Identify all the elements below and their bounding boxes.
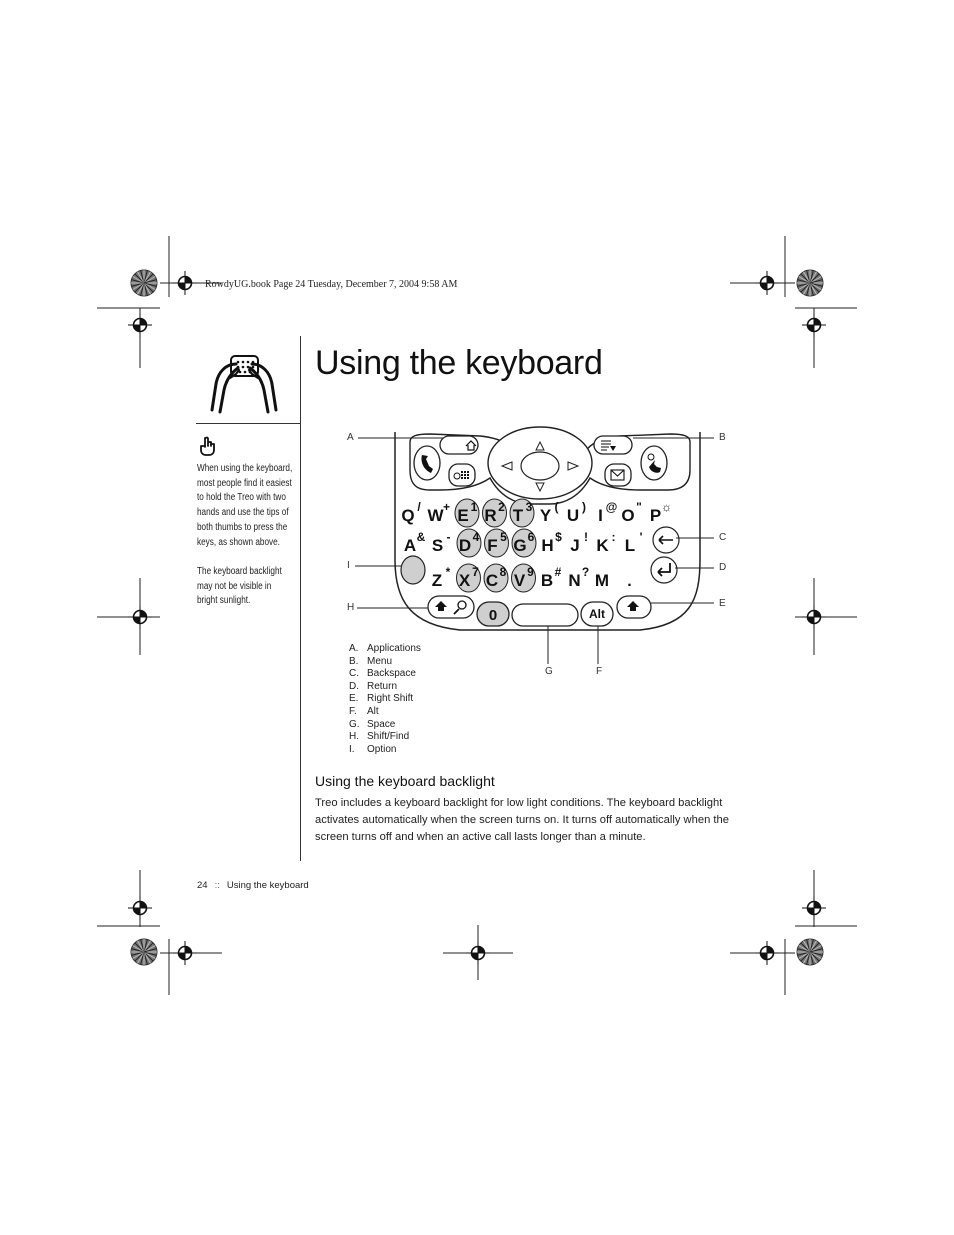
registration-mark-icon bbox=[466, 941, 490, 965]
key-s: S bbox=[431, 536, 444, 555]
key-alt-symbol: / bbox=[417, 500, 421, 514]
key-alt-symbol: + bbox=[442, 500, 451, 514]
registration-mark-icon bbox=[128, 313, 152, 337]
page-footer bbox=[197, 880, 309, 891]
legend-label: Option bbox=[367, 743, 397, 755]
page-number: 24 bbox=[197, 880, 208, 891]
return-key bbox=[651, 557, 677, 583]
legend-item bbox=[349, 706, 421, 719]
key-alt-symbol: & bbox=[416, 530, 426, 544]
alt-key-label: Alt bbox=[589, 607, 605, 621]
registration-mark-icon bbox=[802, 313, 826, 337]
callout-e: E bbox=[719, 598, 726, 609]
key-alt-symbol: ! bbox=[584, 530, 588, 544]
key-alt-symbol: 4 bbox=[472, 530, 480, 544]
legend-item bbox=[349, 681, 421, 694]
legend-label: Menu bbox=[367, 655, 393, 667]
legend-key: D. bbox=[349, 680, 359, 692]
margin-divider-vertical bbox=[300, 336, 301, 861]
key-alt-symbol: ) bbox=[582, 500, 586, 514]
key-alt-symbol: 9 bbox=[527, 565, 534, 579]
key-x: X bbox=[458, 571, 471, 590]
legend-label: Applications bbox=[367, 643, 421, 654]
callout-d: D bbox=[719, 562, 727, 573]
legend-item bbox=[349, 656, 421, 669]
key-n: N bbox=[568, 571, 581, 590]
legend-label: Space bbox=[367, 718, 396, 730]
hands-typing-icon bbox=[208, 350, 280, 416]
registration-mark-icon bbox=[802, 896, 826, 920]
key-alt-symbol: 7 bbox=[472, 565, 479, 579]
key-alt-symbol: @ bbox=[605, 500, 618, 514]
callout-i: I bbox=[347, 560, 350, 571]
key-y: Y bbox=[539, 506, 552, 525]
key-q: Q bbox=[401, 506, 415, 525]
legend-label: Shift/Find bbox=[367, 731, 410, 743]
registration-mark-icon bbox=[755, 941, 779, 965]
legend-key: H. bbox=[349, 731, 359, 743]
footer-separator: :: bbox=[214, 880, 220, 891]
key-f: F bbox=[487, 536, 498, 555]
legend-item bbox=[349, 668, 421, 681]
key-alt-symbol: 5 bbox=[500, 530, 507, 544]
callout-c: C bbox=[719, 532, 727, 543]
legend-label: Alt bbox=[367, 705, 379, 717]
legend-key: I. bbox=[349, 743, 355, 755]
space-key bbox=[512, 604, 578, 626]
legend-key: G. bbox=[349, 718, 360, 730]
key-c: C bbox=[485, 571, 499, 590]
legend-key: B. bbox=[349, 655, 359, 667]
key-v: V bbox=[513, 571, 526, 590]
shift-find-key bbox=[428, 596, 474, 618]
footer-section: Using the keyboard bbox=[226, 880, 309, 891]
registration-mark-icon bbox=[802, 605, 826, 629]
key-alt-symbol: ? bbox=[581, 565, 590, 579]
key-alt-symbol: 1 bbox=[470, 500, 478, 514]
key-alt-symbol: 2 bbox=[498, 500, 505, 514]
registration-mark-icon bbox=[128, 896, 152, 920]
key-period: . bbox=[627, 573, 632, 590]
registration-mark-icon bbox=[173, 941, 197, 965]
key-m: M bbox=[594, 571, 610, 590]
key-l: L bbox=[624, 536, 636, 555]
zero-key-label: 0 bbox=[488, 607, 498, 624]
registration-mark-icon bbox=[173, 271, 197, 295]
key-j: J bbox=[570, 536, 580, 555]
key-alt-symbol: - bbox=[446, 530, 451, 544]
legend-key: C. bbox=[349, 668, 359, 680]
key-alt-symbol: ' bbox=[639, 530, 643, 544]
key-h: H bbox=[541, 536, 554, 555]
callout-a: A bbox=[347, 432, 354, 443]
key-k: K bbox=[596, 536, 609, 555]
tip-paragraph-holding: When using the keyboard, most people find it easiest to hold the Treo with two hands and use the tips of both thumbs to press the keys, as shown above. bbox=[197, 463, 293, 548]
callout-b: B bbox=[719, 432, 726, 443]
legend-key: F. bbox=[349, 705, 357, 717]
key-alt-symbol: $ bbox=[555, 530, 562, 544]
key-g: G bbox=[513, 536, 527, 555]
margin-divider-horizontal bbox=[196, 423, 301, 424]
key-alt-symbol: ☼ bbox=[661, 500, 672, 514]
key-e: E bbox=[457, 506, 469, 525]
tip-paragraph-backlight: The keyboard backlight may not be visible in bright sunlight. bbox=[197, 565, 282, 607]
key-r: R bbox=[484, 506, 497, 525]
legend-item bbox=[349, 719, 421, 732]
key-w: W bbox=[427, 506, 444, 525]
navigator-center-button bbox=[521, 452, 559, 480]
key-alt-symbol: ( bbox=[554, 500, 559, 514]
legend-item bbox=[349, 731, 421, 744]
color-target-icon bbox=[797, 270, 823, 296]
key-u: U bbox=[566, 506, 580, 525]
callout-f: F bbox=[596, 666, 603, 677]
color-target-icon bbox=[131, 939, 157, 965]
key-alt-symbol: 6 bbox=[527, 530, 535, 544]
key-alt-symbol: * bbox=[445, 565, 451, 579]
tip-hand-icon bbox=[199, 436, 217, 456]
key-a: A bbox=[403, 536, 417, 555]
legend-label: Right Shift bbox=[367, 693, 414, 705]
section-body: Treo includes a keyboard backlight for low light conditions. The keyboard backlight activates automatically when the screen turns on. It turns off automatically when the screen turns off and when an active call lasts longer than a minute. bbox=[315, 797, 729, 843]
print-header-line: RowdyUG.book Page 24 Tuesday, December 7, 2004 9:58 AM bbox=[205, 279, 458, 290]
key-alt-symbol: " bbox=[636, 500, 642, 514]
registration-mark-icon bbox=[755, 271, 779, 295]
key-alt-symbol: : bbox=[611, 530, 616, 544]
page-title: Using the keyboard bbox=[315, 344, 603, 382]
legend-key: A. bbox=[349, 643, 359, 654]
key-o: O bbox=[621, 506, 635, 525]
key-alt-symbol: # bbox=[554, 565, 562, 579]
legend-key: E. bbox=[349, 693, 359, 705]
key-z: Z bbox=[431, 571, 443, 590]
menu-button bbox=[594, 436, 632, 454]
option-key bbox=[401, 556, 425, 584]
applications-button bbox=[440, 436, 478, 454]
key-p: P bbox=[649, 506, 662, 525]
legend-item bbox=[349, 643, 421, 656]
callout-h: H bbox=[347, 602, 355, 613]
legend-item bbox=[349, 744, 421, 757]
section-heading: Using the keyboard backlight bbox=[315, 773, 495, 789]
key-t: T bbox=[512, 506, 524, 525]
legend-item bbox=[349, 693, 421, 706]
key-i: I bbox=[598, 506, 603, 525]
tip-text bbox=[197, 462, 294, 624]
legend-label: Backspace bbox=[367, 668, 416, 680]
color-target-icon bbox=[131, 270, 157, 296]
key-d: D bbox=[458, 536, 472, 555]
legend-label: Return bbox=[367, 680, 398, 692]
key-b: B bbox=[540, 571, 554, 590]
registration-mark-icon bbox=[128, 605, 152, 629]
color-target-icon bbox=[797, 939, 823, 965]
key-alt-symbol: 8 bbox=[499, 565, 507, 579]
key-alt-symbol: 3 bbox=[525, 500, 533, 514]
callout-g: G bbox=[545, 666, 553, 677]
key-legend bbox=[349, 643, 421, 756]
